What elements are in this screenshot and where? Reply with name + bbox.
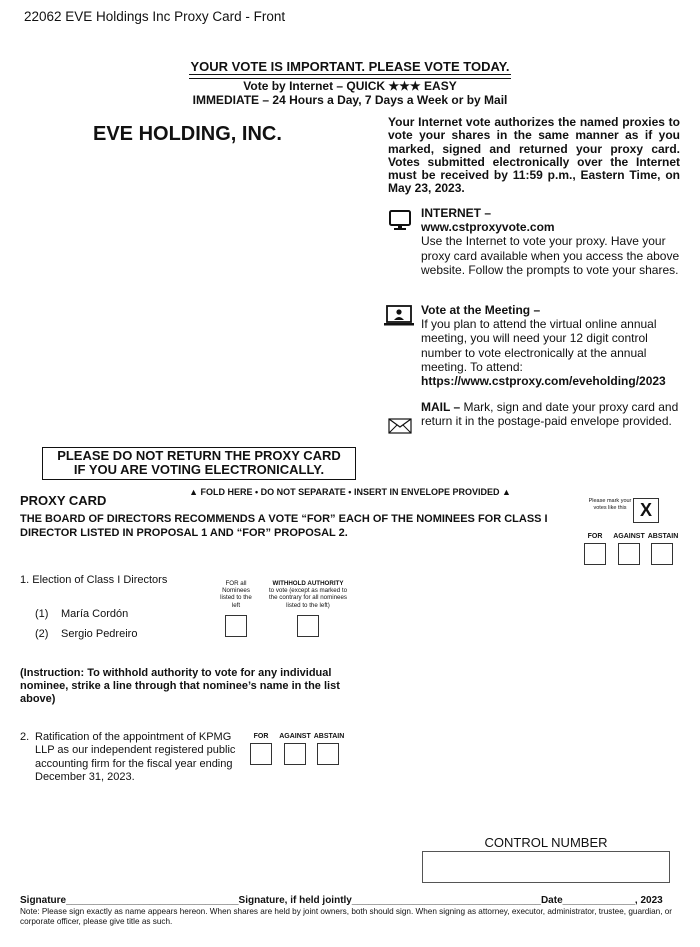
vote-by-internet-line: Vote by Internet – QUICK ★★★ EASY (243, 79, 457, 93)
header-for-checkbox[interactable] (584, 543, 606, 565)
proposal-2-for-checkbox[interactable] (250, 743, 272, 765)
header-abstain-checkbox[interactable] (651, 543, 673, 565)
nominee-2-number: (2) (35, 628, 49, 640)
withhold-authority-text: to vote (except as marked to the contrary for all nominees listed to the left) (268, 587, 348, 609)
proposal-2-text: Ratification of the appointment of KPMG LLP as our independent registered public accounting firm for the fiscal year ending December 31, 2023. (35, 731, 236, 783)
proposal-2-against-checkbox[interactable] (284, 743, 306, 765)
signature-note: Note: Please sign exactly as name appears hereon. When shares are held by joint owners, both should sign. When signing as attorney, executor, administrator, trustee, guardian, or corporate officer, please give title as such. (20, 907, 673, 927)
header-abstain-label: ABSTAIN (647, 533, 679, 540)
for-all-nominees-heading (216, 580, 256, 609)
for-all-nominees-text: FOR all Nominees listed to the left (220, 580, 252, 609)
internet-vote-intro: Your Internet vote authorizes the named proxies to vote your shares in the same manner as if you marked, signed and returned your proxy card. Votes submitted electronically over the Internet must be received by 11:59 p.m., Eastern Time, on May 23, 2023. (388, 115, 680, 196)
do-not-return-line1: PLEASE DO NOT RETURN THE PROXY CARD (57, 448, 341, 463)
proposal-2-abstain-checkbox[interactable] (317, 743, 339, 765)
nominee-1-name: María Cordón (61, 608, 129, 620)
vote-important-headline: YOUR VOTE IS IMPORTANT. PLEASE VOTE TODAY. (190, 59, 510, 74)
withhold-authority-bold: WITHHOLD AUTHORITY (272, 580, 344, 587)
internet-method-title: INTERNET – (421, 206, 492, 220)
withhold-authority-heading (264, 580, 352, 609)
withhold-instruction: (Instruction: To withhold authority to vote for any individual nominee, strike a line through that nominee’s name in the list above) (20, 667, 340, 705)
control-number-box (422, 851, 670, 883)
fold-here-instruction: ▲ FOLD HERE • DO NOT SEPARATE • INSERT IN ENVELOPE PROVIDED ▲ (189, 487, 511, 497)
proposal-2-abstain-label: ABSTAIN (313, 733, 345, 740)
signature-line[interactable]: Signature_______________________________Signature, if held jointly__________________________________Date_____________, 2023 (20, 895, 663, 906)
proposal-2-number: 2. (20, 731, 30, 743)
for-all-nominees-checkbox[interactable] (225, 615, 247, 637)
header-against-label: AGAINST (613, 533, 645, 540)
meeting-method-text: If you plan to attend the virtual online annual meeting, you will need your 12 digit control number to vote electronically at the annual meeting. To attend: (421, 317, 657, 374)
proposal-1-label: 1. Election of Class I Directors (20, 574, 168, 586)
withhold-authority-checkbox[interactable] (297, 615, 319, 637)
company-name: EVE HOLDING, INC. (93, 123, 282, 145)
laptop-presenter-icon (383, 305, 415, 327)
mark-example-box: X (633, 498, 659, 523)
do-not-return-line2: IF YOU ARE VOTING ELECTRONICALLY. (73, 462, 325, 477)
do-not-return-notice (42, 447, 356, 480)
mail-method-title: MAIL – (421, 400, 461, 414)
board-recommendation: THE BOARD OF DIRECTORS RECOMMENDS A VOTE “FOR” EACH OF THE NOMINEES FOR CLASS I DIRECTOR LISTED IN PROPOSAL 1 AND “FOR” PROPOSAL 2. (20, 513, 548, 539)
meeting-method-title: Vote at the Meeting – (421, 303, 541, 317)
mark-votes-label: Please mark your votes like this (588, 498, 632, 511)
internet-method-text: Use the Internet to vote your proxy. Have your proxy card available when you access the above website. Follow the prompts to vote your shares. (421, 234, 680, 277)
proposal-2-for-label: FOR (253, 733, 269, 740)
mail-method (421, 400, 683, 428)
internet-vote-url[interactable]: www.cstproxyvote.com (421, 220, 555, 235)
control-number-label: CONTROL NUMBER (484, 835, 608, 850)
proxy-card-title: PROXY CARD (20, 493, 107, 508)
internet-method (421, 206, 683, 277)
header-for-label: FOR (587, 533, 603, 540)
mail-method-text: Mark, sign and date your proxy card and return it in the postage-paid envelope provided. (421, 400, 679, 429)
meeting-method (421, 303, 683, 388)
nominee-1-number: (1) (35, 608, 49, 620)
document-title: 22062 EVE Holdings Inc Proxy Card - Front (24, 9, 286, 24)
vote-hours-line: IMMEDIATE – 24 Hours a Day, 7 Days a Week or by Mail (192, 93, 508, 107)
computer-monitor-icon (386, 210, 414, 232)
header-against-checkbox[interactable] (618, 543, 640, 565)
nominee-2-name: Sergio Pedreiro (61, 628, 138, 640)
proposal-2-against-label: AGAINST (279, 733, 311, 740)
envelope-icon (386, 416, 414, 438)
meeting-url[interactable]: https://www.cstproxy.com/eveholding/2023 (421, 374, 666, 389)
